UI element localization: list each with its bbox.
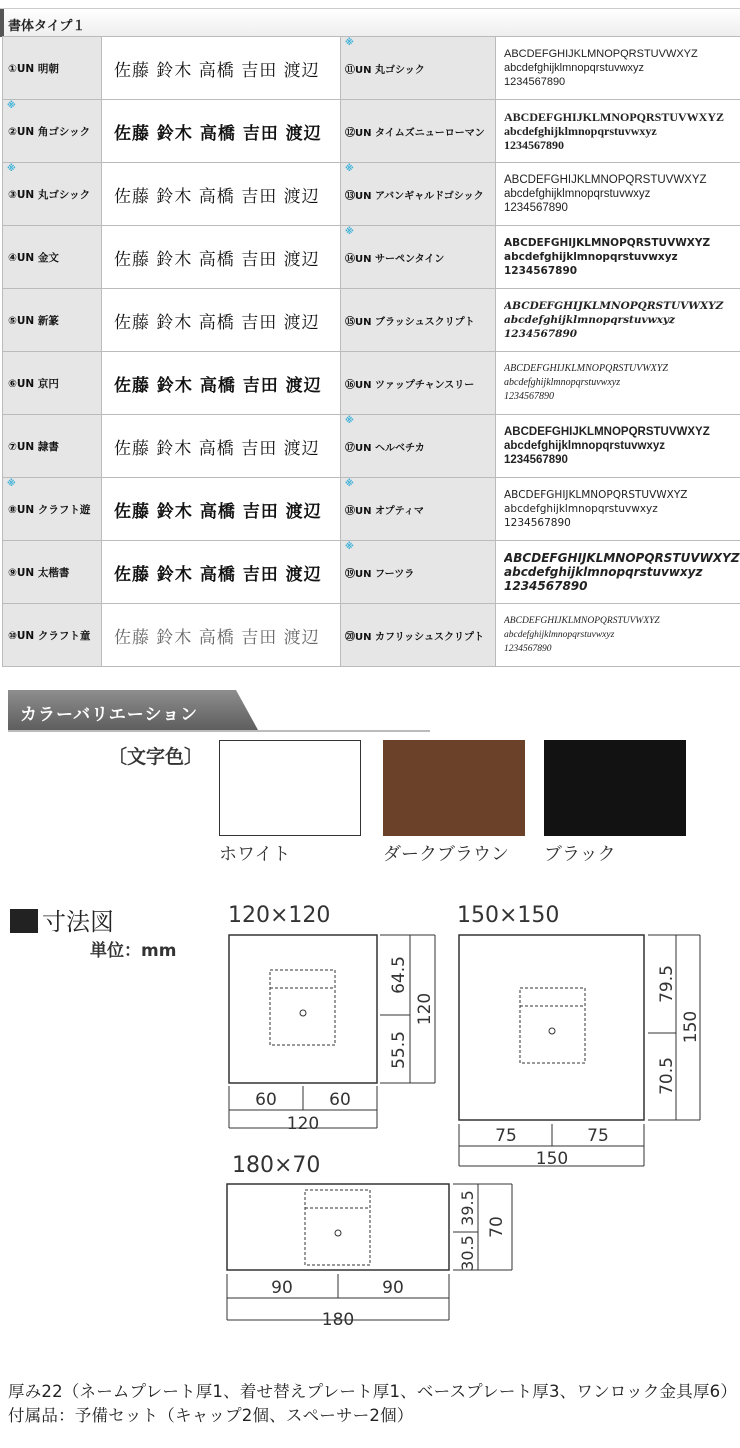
dim-right-150: 75 (587, 1126, 609, 1146)
font-label-text: ③UN 丸ゴシック (8, 188, 91, 201)
font-label-left (3, 289, 102, 352)
font-label-text: ⑤UN 新篆 (8, 314, 59, 327)
plate-150 (459, 935, 644, 1120)
alphabet-sample (496, 163, 740, 226)
header-accent-bar (0, 9, 4, 37)
alphabet-line: 1234567890 (504, 454, 568, 466)
font-label-text: ⑲UN フーツラ (345, 568, 415, 580)
font-label-text: ⑰UN ヘルベチカ (345, 442, 425, 454)
font-label-right (341, 37, 496, 100)
alphabet-line: abcdefghijklmnopqrstuvwxyz (504, 62, 645, 74)
font-label-left (3, 37, 102, 100)
font-label-left (3, 478, 102, 541)
alphabet-sample (496, 37, 740, 100)
alphabet-line: 1234567890 (504, 76, 566, 88)
font-label-text: ⑱UN オプティマ (345, 505, 424, 517)
font-label-right (341, 478, 496, 541)
alphabet-line: 1234567890 (504, 644, 552, 654)
diagram-title-120: 120×120 (228, 903, 331, 928)
alphabet-line: abcdefghijklmnopqrstuvwxyz (504, 124, 657, 138)
font-row (3, 478, 740, 541)
dimension-title-text: 寸法図 (42, 908, 114, 936)
dim-height-120: 120 (415, 992, 435, 1026)
swatch-dark-brown (383, 740, 525, 836)
font-label-text: ⑩UN クラフト童 (8, 629, 91, 642)
star-mark: ※ (345, 38, 354, 48)
font-label-text: ⑫UN タイムズニューローマン (345, 127, 485, 139)
star-mark: ※ (7, 101, 16, 111)
dim-width-120: 120 (286, 1114, 320, 1134)
font-label-text: ②UN 角ゴシック (8, 125, 91, 138)
swatch-white (219, 740, 361, 836)
screw-hole-120 (300, 1010, 306, 1016)
font-row (3, 37, 740, 100)
font-type-section-header (0, 8, 740, 37)
font-label-text: ⑥UN 京円 (8, 377, 59, 390)
dim-top-150: 79.5 (657, 965, 677, 1003)
font-label-left (3, 226, 102, 289)
font-label-right (341, 352, 496, 415)
font-sample: 佐藤 鈴木 高橋 吉田 渡辺 (102, 604, 341, 667)
font-sample: 佐藤 鈴木 高橋 吉田 渡辺 (102, 37, 341, 100)
font-label-right (341, 604, 496, 667)
swatch-name-dark-brown: ダークブラウン (383, 844, 509, 865)
font-row (3, 604, 740, 667)
font-label-left (3, 415, 102, 478)
font-row (3, 226, 740, 289)
font-label-text: ①UN 明朝 (8, 62, 59, 75)
dim-bottom-180: 30.5 (458, 1235, 477, 1271)
dimension-unit: 単位：mm (90, 941, 177, 961)
star-mark: ※ (345, 479, 354, 489)
font-label-right (341, 415, 496, 478)
diagram-120x120 (228, 903, 435, 1134)
font-sample: 佐藤 鈴木 高橋 吉田 渡辺 (102, 226, 341, 289)
font-sample: 佐藤 鈴木 高橋 吉田 渡辺 (102, 478, 341, 541)
dim-height-180: 70 (487, 1216, 507, 1238)
font-sample: 佐藤 鈴木 高橋 吉田 渡辺 (102, 415, 341, 478)
alphabet-line: ABCDEFGHIJKLMNOPQRSTUVWXYZ (504, 489, 688, 501)
font-label-right (341, 226, 496, 289)
dim-right-120: 60 (329, 1090, 351, 1110)
font-row (3, 163, 740, 226)
font-label-text: ⑨UN 太楷書 (8, 566, 70, 579)
alphabet-sample (496, 541, 740, 604)
color-header-underline (8, 730, 430, 732)
font-label-right (341, 289, 496, 352)
alphabet-line: abcdefghijklmnopqrstuvwxyz (504, 630, 615, 640)
font-sample: 佐藤 鈴木 高橋 吉田 渡辺 (102, 289, 341, 352)
dim-height-150: 150 (681, 1010, 701, 1044)
dim-width-180: 180 (321, 1310, 355, 1330)
swatch-name-white: ホワイト (219, 844, 291, 865)
dim-left-120: 60 (255, 1090, 277, 1110)
alphabet-sample (496, 478, 740, 541)
alphabet-line: 1234567890 (504, 265, 578, 277)
dim-bottom-150: 70.5 (657, 1057, 677, 1095)
alphabet-line: abcdefghijklmnopqrstuvwxyz (504, 503, 658, 515)
fitting-outline-150 (520, 988, 585, 1063)
diagram-150x150 (457, 903, 701, 1169)
star-mark: ※ (345, 164, 354, 174)
alphabet-line: ABCDEFGHIJKLMNOPQRSTUVWXYZ (504, 426, 710, 438)
font-label-text: ⑯UN ツァップチャンスリー (345, 379, 475, 391)
font-row (3, 352, 740, 415)
star-mark: ※ (345, 227, 354, 237)
star-mark: ※ (7, 164, 16, 174)
alphabet-line: ABCDEFGHIJKLMNOPQRSTUVWXYZ (504, 363, 668, 374)
alphabet-line: 1234567890 (504, 391, 554, 402)
color-variation-header (0, 690, 430, 730)
dim-right-180: 90 (382, 1278, 404, 1298)
diagram-title-180: 180×70 (232, 1153, 321, 1178)
alphabet-line: abcdefghijklmnopqrstuvwxyz (504, 377, 621, 388)
font-label-text: ⑪UN 丸ゴシック (345, 64, 425, 76)
alphabet-line: abcdefghijklmnopqrstuvwxyz (504, 440, 666, 452)
font-label-left (3, 541, 102, 604)
dim-width-150: 150 (535, 1149, 569, 1169)
alphabet-line: ABCDEFGHIJKLMNOPQRSTUVWXYZ (504, 616, 660, 626)
font-row (3, 541, 740, 604)
star-mark: ※ (345, 416, 354, 426)
dim-left-150: 75 (495, 1126, 517, 1146)
alphabet-sample (496, 100, 740, 163)
alphabet-sample (496, 604, 740, 667)
alphabet-line: ABCDEFGHIJKLMNOPQRSTUVWXYZ (504, 551, 740, 565)
font-sample: 佐藤 鈴木 高橋 吉田 渡辺 (102, 352, 341, 415)
font-label-right (341, 541, 496, 604)
fitting-outline-180 (305, 1190, 370, 1265)
font-label-right (341, 163, 496, 226)
alphabet-sample (496, 226, 740, 289)
alphabet-line: 1234567890 (504, 202, 568, 214)
diagram-title-150: 150×150 (457, 903, 560, 928)
font-sample: 佐藤 鈴木 高橋 吉田 渡辺 (102, 541, 341, 604)
font-label-left (3, 100, 102, 163)
alphabet-line: abcdefghijklmnopqrstuvwxyz (504, 188, 651, 200)
fitting-outline-120 (270, 970, 335, 1045)
alphabet-line: ABCDEFGHIJKLMNOPQRSTUVWXYZ (504, 174, 707, 186)
font-label-left (3, 604, 102, 667)
font-table (2, 36, 740, 667)
note-accessories: 付属品：予備セット（キャップ2個、スペーサー2個） (8, 1406, 414, 1425)
alphabet-line: ABCDEFGHIJKLMNOPQRSTUVWXYZ (504, 110, 725, 124)
alphabet-sample (496, 415, 740, 478)
alphabet-line: 1234567890 (504, 138, 564, 152)
font-label-text: ⑦UN 隷書 (8, 440, 59, 453)
swatch-name-black: ブラック (544, 844, 616, 865)
alphabet-sample (496, 352, 740, 415)
font-label-text: ⑳UN カフリッシュスクリプト (345, 631, 484, 643)
alphabet-line: ABCDEFGHIJKLMNOPQRSTUVWXYZ (504, 237, 711, 249)
font-label-text: ⑮UN ブラッシュスクリプト (345, 316, 475, 328)
font-label-left (3, 352, 102, 415)
dim-top-180: 39.5 (458, 1190, 477, 1226)
screw-hole-150 (549, 1028, 555, 1034)
color-section-title: カラーバリエーション (20, 705, 199, 725)
font-row (3, 100, 740, 163)
font-label-right (341, 100, 496, 163)
plate-180 (227, 1184, 449, 1270)
alphabet-line: abcdefghijklmnopqrstuvwxyz (504, 251, 678, 263)
alphabet-sample (496, 289, 740, 352)
font-label-text: ⑧UN クラフト遊 (8, 503, 91, 516)
alphabet-line: ABCDEFGHIJKLMNOPQRSTUVWXYZ (504, 48, 698, 60)
swatch-black (544, 740, 686, 836)
section-title: 書体タイプ１ (8, 19, 86, 34)
dim-top-120: 64.5 (389, 956, 409, 994)
text-color-label: 〔文字色〕 (108, 746, 204, 768)
plate-120 (229, 935, 377, 1083)
alphabet-line: 1234567890 (504, 328, 578, 340)
note-thickness: 厚み22（ネームプレート厚1、着せ替えプレート厚1、ベースプレート厚3、ワンロック金具厚6） (8, 1382, 738, 1401)
diagram-180x70 (227, 1153, 512, 1330)
font-sample: 佐藤 鈴木 高橋 吉田 渡辺 (102, 100, 341, 163)
font-row (3, 289, 740, 352)
font-row (3, 415, 740, 478)
font-label-left (3, 163, 102, 226)
alphabet-line: ABCDEFGHIJKLMNOPQRSTUVWXYZ (504, 300, 724, 312)
font-label-text: ⑬UN アバンギャルドゴシック (345, 190, 484, 202)
font-label-text: ⑭UN サーペンタイン (345, 253, 445, 265)
dim-left-180: 90 (271, 1278, 293, 1298)
star-mark: ※ (345, 542, 354, 552)
font-sample: 佐藤 鈴木 高橋 吉田 渡辺 (102, 163, 341, 226)
font-label-text: ④UN 金文 (8, 251, 59, 264)
screw-hole-180 (335, 1230, 341, 1236)
dim-bottom-120: 55.5 (389, 1031, 409, 1069)
alphabet-line: abcdefghijklmnopqrstuvwxyz (504, 565, 703, 579)
alphabet-line: abcdefghijklmnopqrstuvwxyz (504, 314, 675, 326)
dimension-diagram (0, 890, 740, 1340)
alphabet-line: 1234567890 (504, 517, 571, 529)
star-mark: ※ (7, 479, 16, 489)
alphabet-line: 1234567890 (504, 579, 588, 593)
